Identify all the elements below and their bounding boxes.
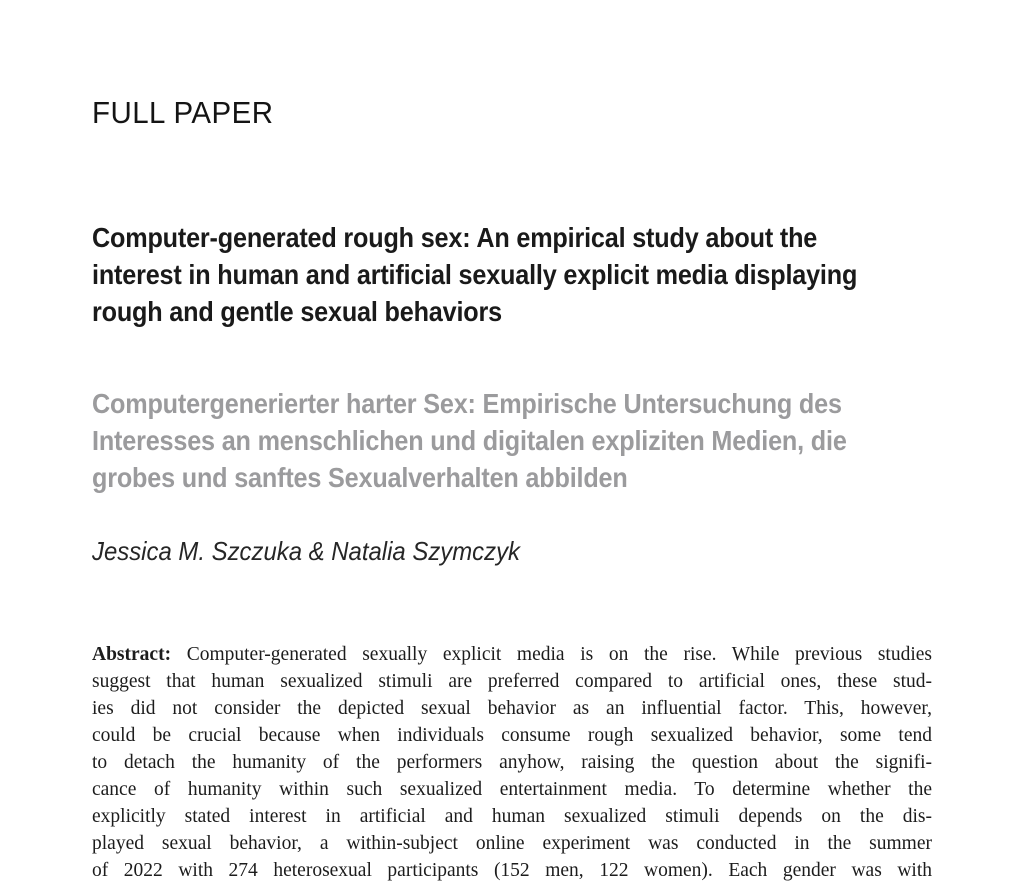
authors-line: Jessica M. Szczuka & Natalia Szymczyk [92, 536, 521, 566]
article-type-label: FULL PAPER [92, 95, 274, 130]
abstract-paragraph [92, 641, 932, 884]
abstract-line: suggest that human sexualized stimuli are preferred compared to artificial ones, these stud- [92, 671, 932, 692]
german-subtitle-line: grobes und sanftes Sexualverhalten abbilden [92, 462, 628, 493]
abstract-line: of 2022 with 274 heterosexual participants (152 men, 122 women). Each gender was with [92, 860, 932, 881]
abstract-line: ies did not consider the depicted sexual behavior as an influential factor. This, however, [92, 698, 932, 719]
abstract-line: played sexual behavior, a within-subject online experiment was conducted in the summer [92, 833, 932, 854]
german-subtitle-line: Interesses an menschlichen und digitalen expliziten Medien, die [92, 425, 847, 456]
english-title [92, 219, 857, 330]
abstract-line [92, 641, 932, 668]
english-title-line: Computer-generated rough sex: An empirical study about the [92, 222, 818, 253]
german-subtitle [92, 385, 847, 496]
abstract-line: could be crucial because when individuals consume rough sexualized behavior, some tend [92, 725, 932, 746]
german-subtitle-line: Computergenerierter harter Sex: Empirische Untersuchung des [92, 388, 842, 419]
abstract-text: Computer-generated sexually explicit media is on the rise. While previous studies [171, 644, 932, 665]
abstract-label: Abstract: [92, 644, 172, 665]
abstract-line: to detach the humanity of the performers anyhow, raising the question about the signifi- [92, 752, 932, 773]
abstract-line: cance of humanity within such sexualized entertainment media. To determine whether the [92, 779, 932, 800]
abstract-line: explicitly stated interest in artificial and human sexualized stimuli depends on the dis- [92, 806, 932, 827]
english-title-line: rough and gentle sexual behaviors [92, 296, 502, 327]
english-title-line: interest in human and artificial sexually explicit media displaying [92, 259, 858, 290]
